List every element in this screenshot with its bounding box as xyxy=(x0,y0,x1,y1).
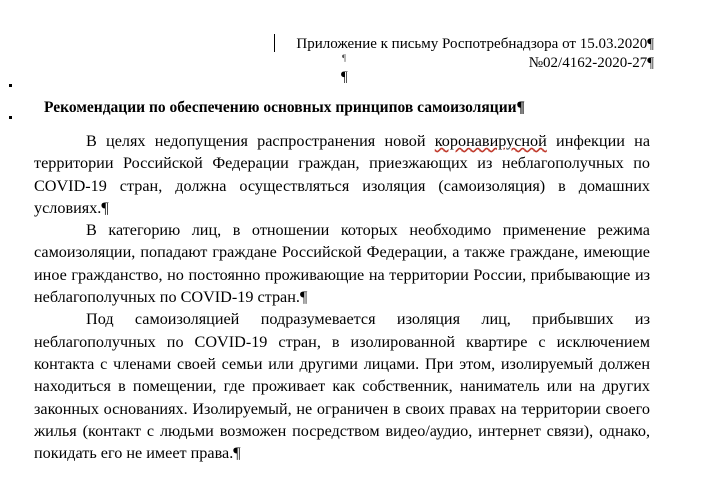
pilcrow-mark: ¶ xyxy=(342,53,347,63)
paragraph-1-text-start: В целях недопущения распространения новой xyxy=(86,132,435,150)
empty-paragraph-mark: ¶ xyxy=(341,69,348,85)
spellcheck-flagged-word: коронавирусной xyxy=(434,132,547,150)
document-title: Рекомендации по обеспечению основных принципов самоизоляции¶ xyxy=(44,99,525,116)
document-body xyxy=(34,130,650,464)
paragraph-2: В категорию лиц, в отношении которых необходимо применение режима самоизоляции, попадают граждане Российской Федерации, а также граждане, имеющие иное гражданство, но постоянно проживающие на территории России, прибывающие из неблагополучных по COVID-19 стран.¶ xyxy=(34,221,650,307)
paragraph-1 xyxy=(34,130,650,219)
header-line-2: №02/4162-2020-27¶ xyxy=(528,55,654,71)
margin-bullet-marker xyxy=(9,84,12,87)
paragraph-1-text-end: инфекции на территории Российской Федерации граждан, приезжающих из неблагополучных по COVID-19 стран, должна осуществляться изоляция (самоизоляция) в домашних условиях.¶ xyxy=(34,132,650,217)
header-line-1: Приложение к письму Роспотребнадзора от 15.03.2020¶ xyxy=(296,36,654,52)
margin-bullet-marker xyxy=(9,116,12,119)
paragraph-3: Под самоизоляцией подразумевается изоляция лиц, прибывших из неблагополучных по COVID-19 стран, в изолированной квартире с исключением контакта с членами своей семьи или другими лицами. При этом, изолируемый должен находиться в помещении, где проживает как собственник, наниматель или на других законных основаниях. Изолируемый, не ограничен в своих правах на территории своего жилья (контакт с людьми возможен посредством видео/аудио, интернет связи), однако, покидать его не имеет права.¶ xyxy=(34,310,650,463)
text-cursor xyxy=(274,34,275,52)
